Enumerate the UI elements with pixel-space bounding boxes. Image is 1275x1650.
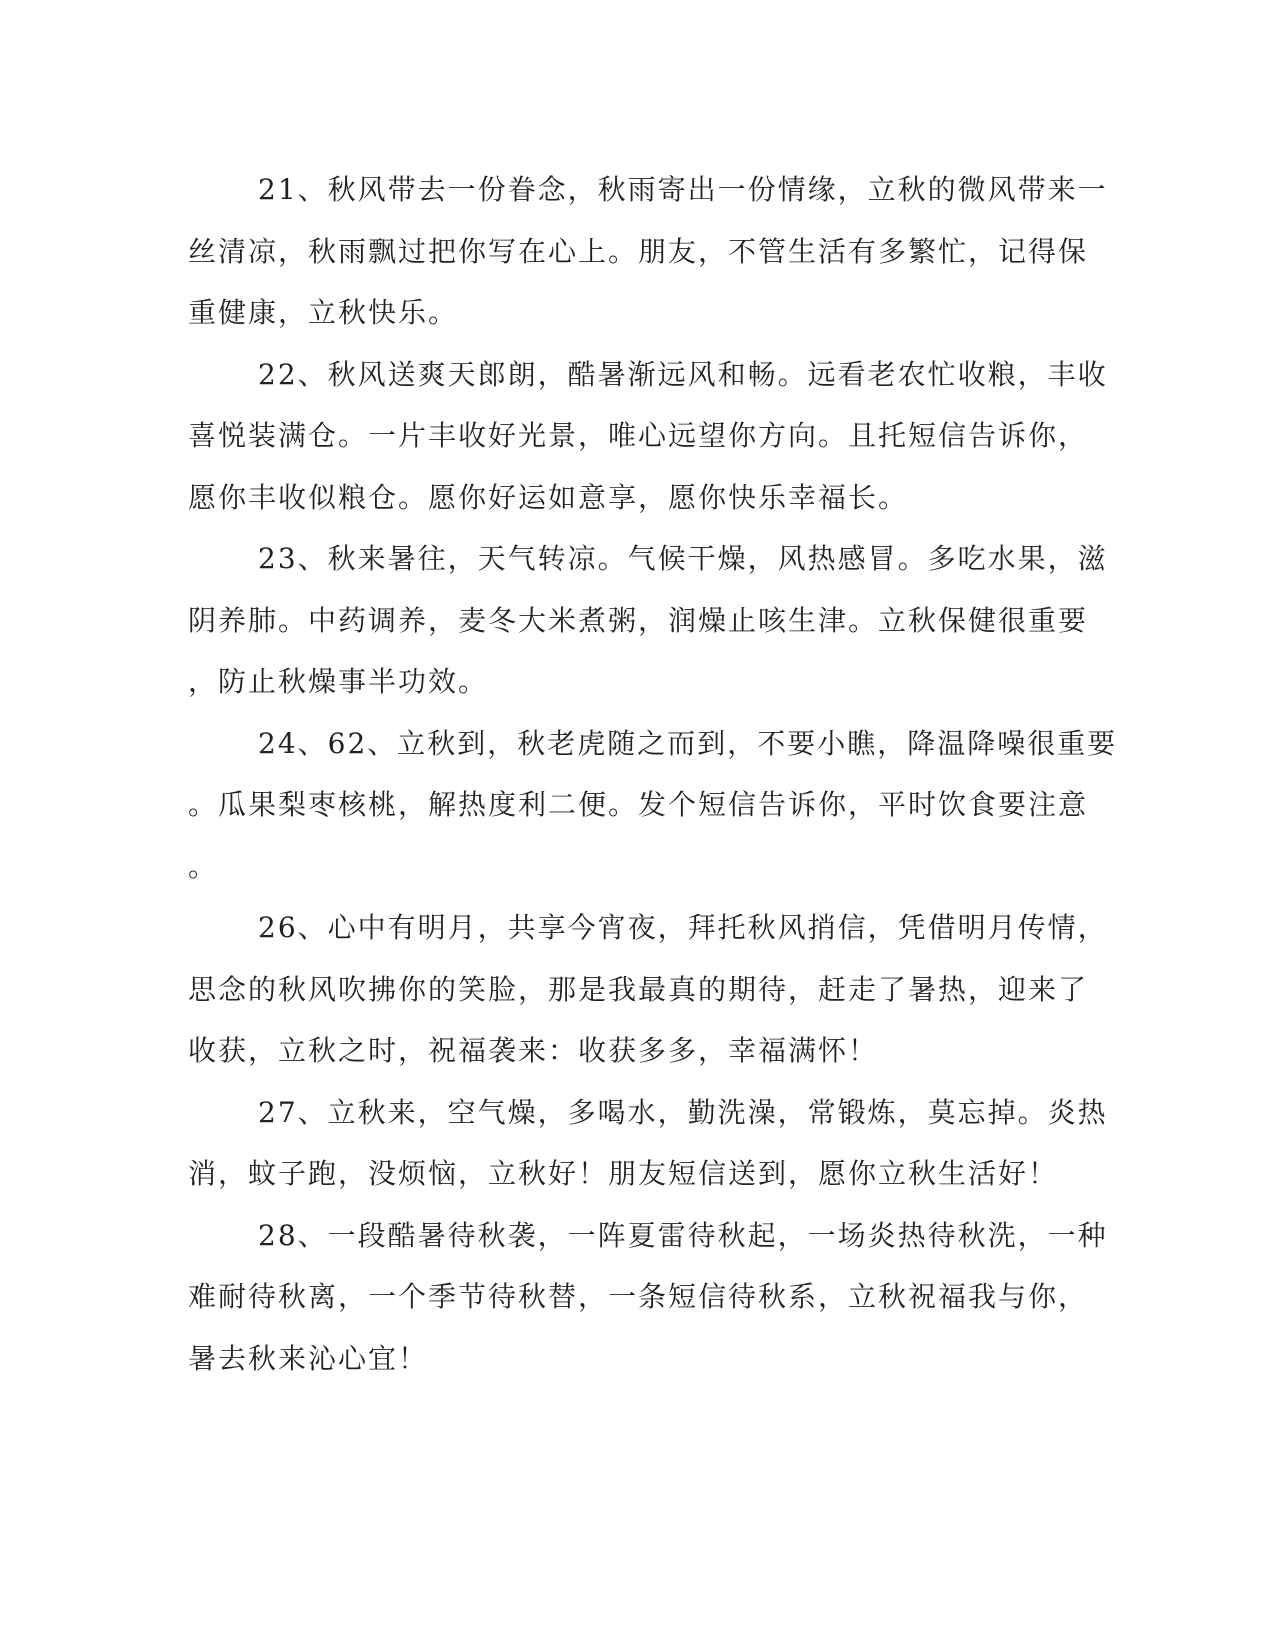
paragraph-line: 消，蚊子跑，没烦恼，立秋好！朋友短信送到，愿你立秋生活好！ — [188, 1157, 1059, 1190]
paragraph-line: 重健康，立秋快乐。 — [188, 296, 459, 329]
paragraph-24 — [188, 713, 1118, 898]
paragraph-line: 愿你丰收似粮仓。愿你好运如意享，愿你快乐幸福长。 — [188, 480, 909, 514]
paragraph-line: 23、秋来暑往，天气转凉。气候干燥，风热感冒。多吃水果，滋 — [258, 542, 1108, 575]
paragraph-line: 24、62、立秋到，秋老虎随之而到，不要小瞧，降温降噪很重要 — [258, 726, 1118, 760]
paragraph-line: 。 — [188, 849, 219, 883]
paragraph-line: ，防止秋燥事半功效。 — [188, 665, 489, 698]
paragraph-27 — [188, 1082, 1108, 1205]
paragraph-line: 难耐待秋离，一个季节待秋替，一条短信待秋系，立秋祝福我与你， — [188, 1280, 1089, 1313]
paragraph-line: 阴养肺。中药调养，麦冬大米煮粥，润燥止咳生津。立秋保健很重要 — [188, 603, 1089, 637]
paragraph-line: 暑去秋来沁心宜！ — [188, 1341, 429, 1375]
paragraph-line: 27、立秋来，空气燥，多喝水，勤洗澡，常锻炼，莫忘掉。炎热 — [258, 1095, 1108, 1129]
paragraph-26 — [188, 897, 1108, 1082]
paragraph-line: 26、心中有明月，共享今宵夜，拜托秋风捎信，凭借明月传情， — [258, 911, 1108, 944]
paragraph-line: 丝清凉，秋雨飘过把你写在心上。朋友，不管生活有多繁忙，记得保 — [188, 234, 1089, 268]
paragraph-28 — [188, 1205, 1108, 1390]
paragraph-22 — [188, 344, 1108, 529]
paragraph-line: 收获，立秋之时，祝福袭来：收获多多，幸福满怀！ — [188, 1034, 879, 1067]
document-body — [188, 159, 1118, 1389]
paragraph-line: 28、一段酷暑待秋袭，一阵夏雷待秋起，一场炎热待秋洗，一种 — [258, 1218, 1108, 1252]
paragraph-line: 思念的秋风吹拂你的笑脸，那是我最真的期待，赶走了暑热，迎来了 — [188, 972, 1089, 1006]
paragraph-23 — [188, 528, 1108, 713]
paragraph-line: 。瓜果梨枣核桃，解热度利二便。发个短信告诉你，平时饮食要注意 — [188, 788, 1089, 821]
paragraph-line: 22、秋风送爽天郎朗，酷暑渐远风和畅。远看老农忙收粮，丰收 — [258, 357, 1108, 391]
paragraph-line: 21、秋风带去一份眷念，秋雨寄出一份情缘，立秋的微风带来一 — [258, 173, 1108, 206]
paragraph-line: 喜悦装满仓。一片丰收好光景，唯心远望你方向。且托短信告诉你， — [188, 419, 1089, 452]
paragraph-21 — [188, 159, 1108, 344]
